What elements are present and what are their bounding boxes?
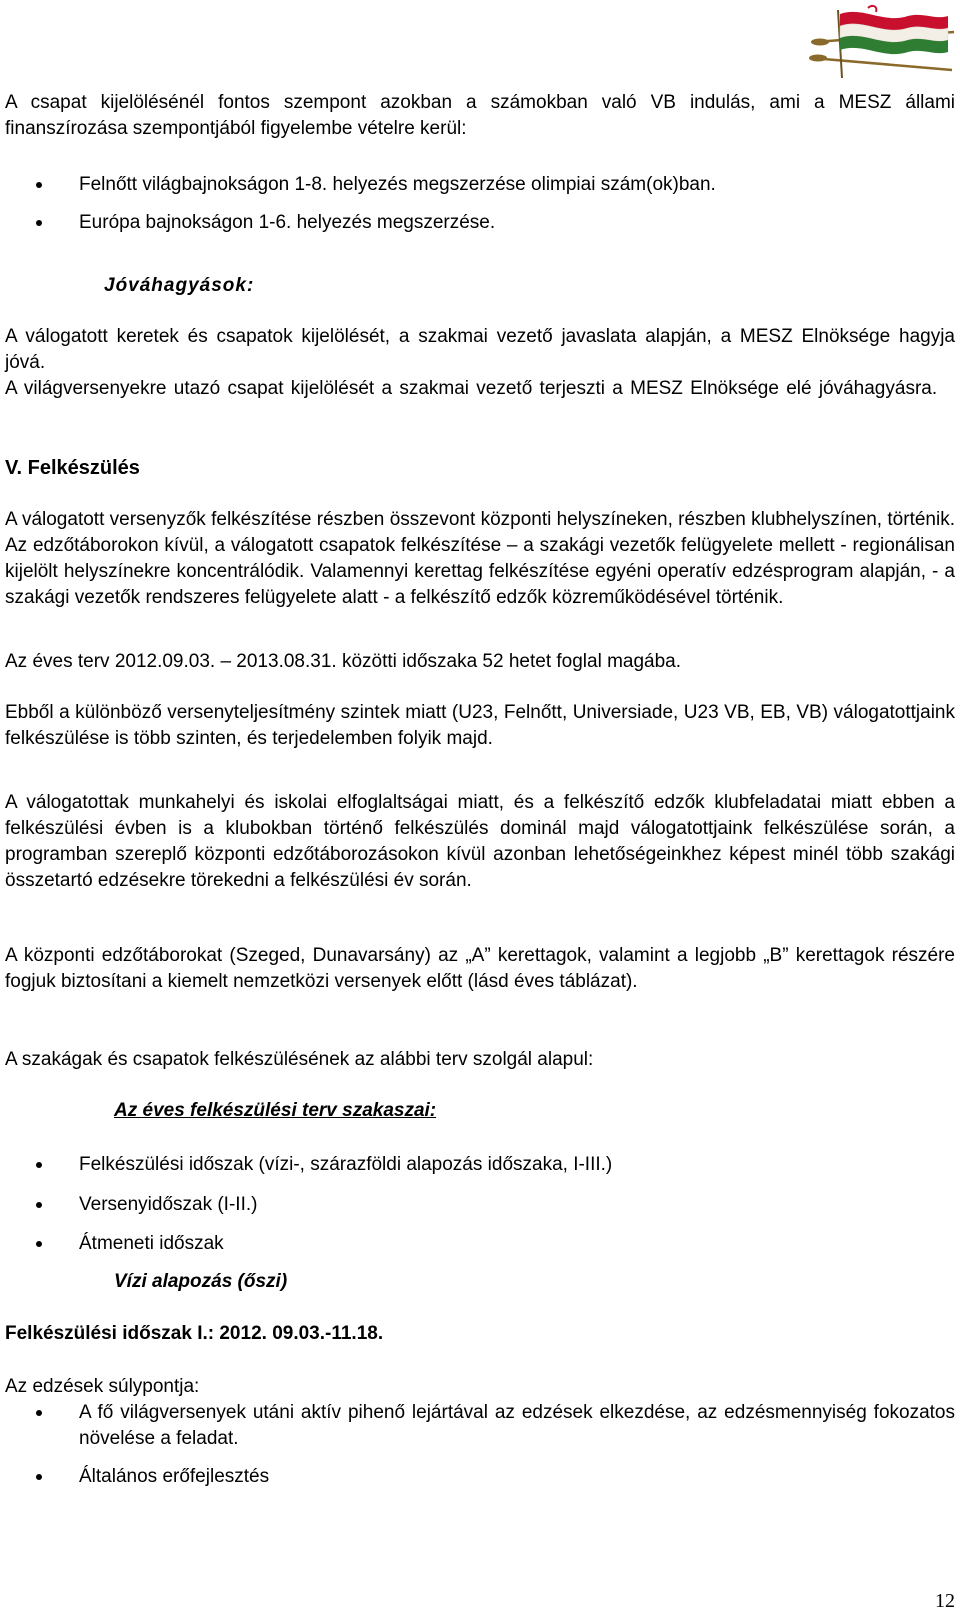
- section-heading: V. Felkészülés: [5, 457, 140, 479]
- bullet-icon: [34, 172, 44, 198]
- approvals-heading: Jóváhagyások:: [104, 275, 255, 296]
- plan-bullet-2: Versenyidőszak (I-II.): [79, 1194, 258, 1215]
- bullet-icon: [34, 1152, 44, 1178]
- page-number: 12: [935, 1590, 955, 1612]
- period-bullet-2: Általános erőfejlesztés: [79, 1466, 270, 1487]
- intro-bullet-2: Európa bajnokságon 1-6. helyezés megszerzése.: [79, 212, 496, 233]
- plan-bullet-1: Felkészülési időszak (vízi-, szárazföldi alapozás időszaka, I-III.): [79, 1154, 613, 1175]
- intro-paragraph: A csapat kijelölésénél fontos szempont azokban a számokban való VB indulás, ami a MESZ állami finanszírozása szempontjából figyelembe vételre kerül:: [5, 92, 955, 139]
- section-paragraph-5: A központi edzőtáborokat (Szeged, Dunavarsány) az „A” kerettagok, valamint a legjobb „B” kerettagok részére fogjuk biztosítani a kiemelt nemzetközi versenyek előtt (lásd éves táblázat).: [5, 945, 955, 992]
- section-paragraph-6: A szakágak és csapatok felkészülésének az alábbi terv szolgál alapul:: [5, 1049, 594, 1070]
- bullet-icon: [34, 210, 44, 236]
- plan-heading: Az éves felkészülési terv szakaszai:: [114, 1100, 437, 1121]
- bullet-icon: [34, 1400, 44, 1426]
- section-paragraph-4: A válogatottak munkahelyi és iskolai elfoglaltságai miatt, és a felkészítő edzők klubfeladatai miatt ebben a felkészülési évben is a klubokban történő felkészülés dominál majd válogatottjaink felkészülése során, a programban szereplő központi edzőtáborozásokon kívül azonban lehetőségeinkhez képest minél több szakági összetartó edzésekre törekedni a felkészülési év során.: [5, 792, 955, 891]
- section-paragraph-3: Ebből a különböző versenyteljesítmény szintek miatt (U23, Felnőtt, Universiade, U23 VB, EB, VB) válogatottjaink felkészülése is több szinten, és terjedelemben folyik majd.: [5, 702, 955, 749]
- approvals-paragraph-2: A világversenyekre utazó csapat kijelölését a szakmai vezető terjeszti a MESZ Elnöksége elé jóváhagyásra.: [5, 378, 938, 399]
- bullet-icon: [34, 1231, 44, 1257]
- period-heading: Felkészülési időszak I.: 2012. 09.03.-11.18.: [5, 1323, 384, 1344]
- section-paragraph-1: A válogatott versenyzők felkészítése részben összevont központi helyszíneken, részben klubhelyszínen, történik. Az edzőtáborokon kívül, a válogatott csapatok felkészítése – a szakági vezetők felügyelete mellett - regionálisan kijelölt helyszínekre koncentrálódik. Valamennyi kerettag felkészítése egyéni operatív edzésprogram alapján, - a szakági vezetők rendszeres felügyelete alatt - a felkészítő edzők közreműködésével történik.: [5, 509, 955, 608]
- federation-flag-oars-logo-icon: [808, 2, 958, 82]
- plan-bullet-3: Átmeneti időszak: [79, 1233, 224, 1254]
- bullet-icon: [34, 1192, 44, 1218]
- approvals-paragraph-1: A válogatott keretek és csapatok kijelölését, a szakmai vezető javaslata alapján, a MESZ Elnöksége hagyja jóvá.: [5, 326, 955, 373]
- period-bullet-1: A fő világversenyek utáni aktív pihenő lejártával az edzések elkezdése, az edzésmennyiség fokozatos növelése a feladat.: [79, 1402, 955, 1449]
- bullet-icon: [34, 1464, 44, 1490]
- plan-subheading: Vízi alapozás (őszi): [114, 1271, 288, 1292]
- section-paragraph-2: Az éves terv 2012.09.03. – 2013.08.31. közötti időszaka 52 hetet foglal magába.: [5, 651, 682, 672]
- period-focus-label: Az edzések súlypontja:: [5, 1376, 200, 1397]
- intro-bullet-1: Felnőtt világbajnokságon 1-8. helyezés megszerzése olimpiai szám(ok)ban.: [79, 174, 716, 195]
